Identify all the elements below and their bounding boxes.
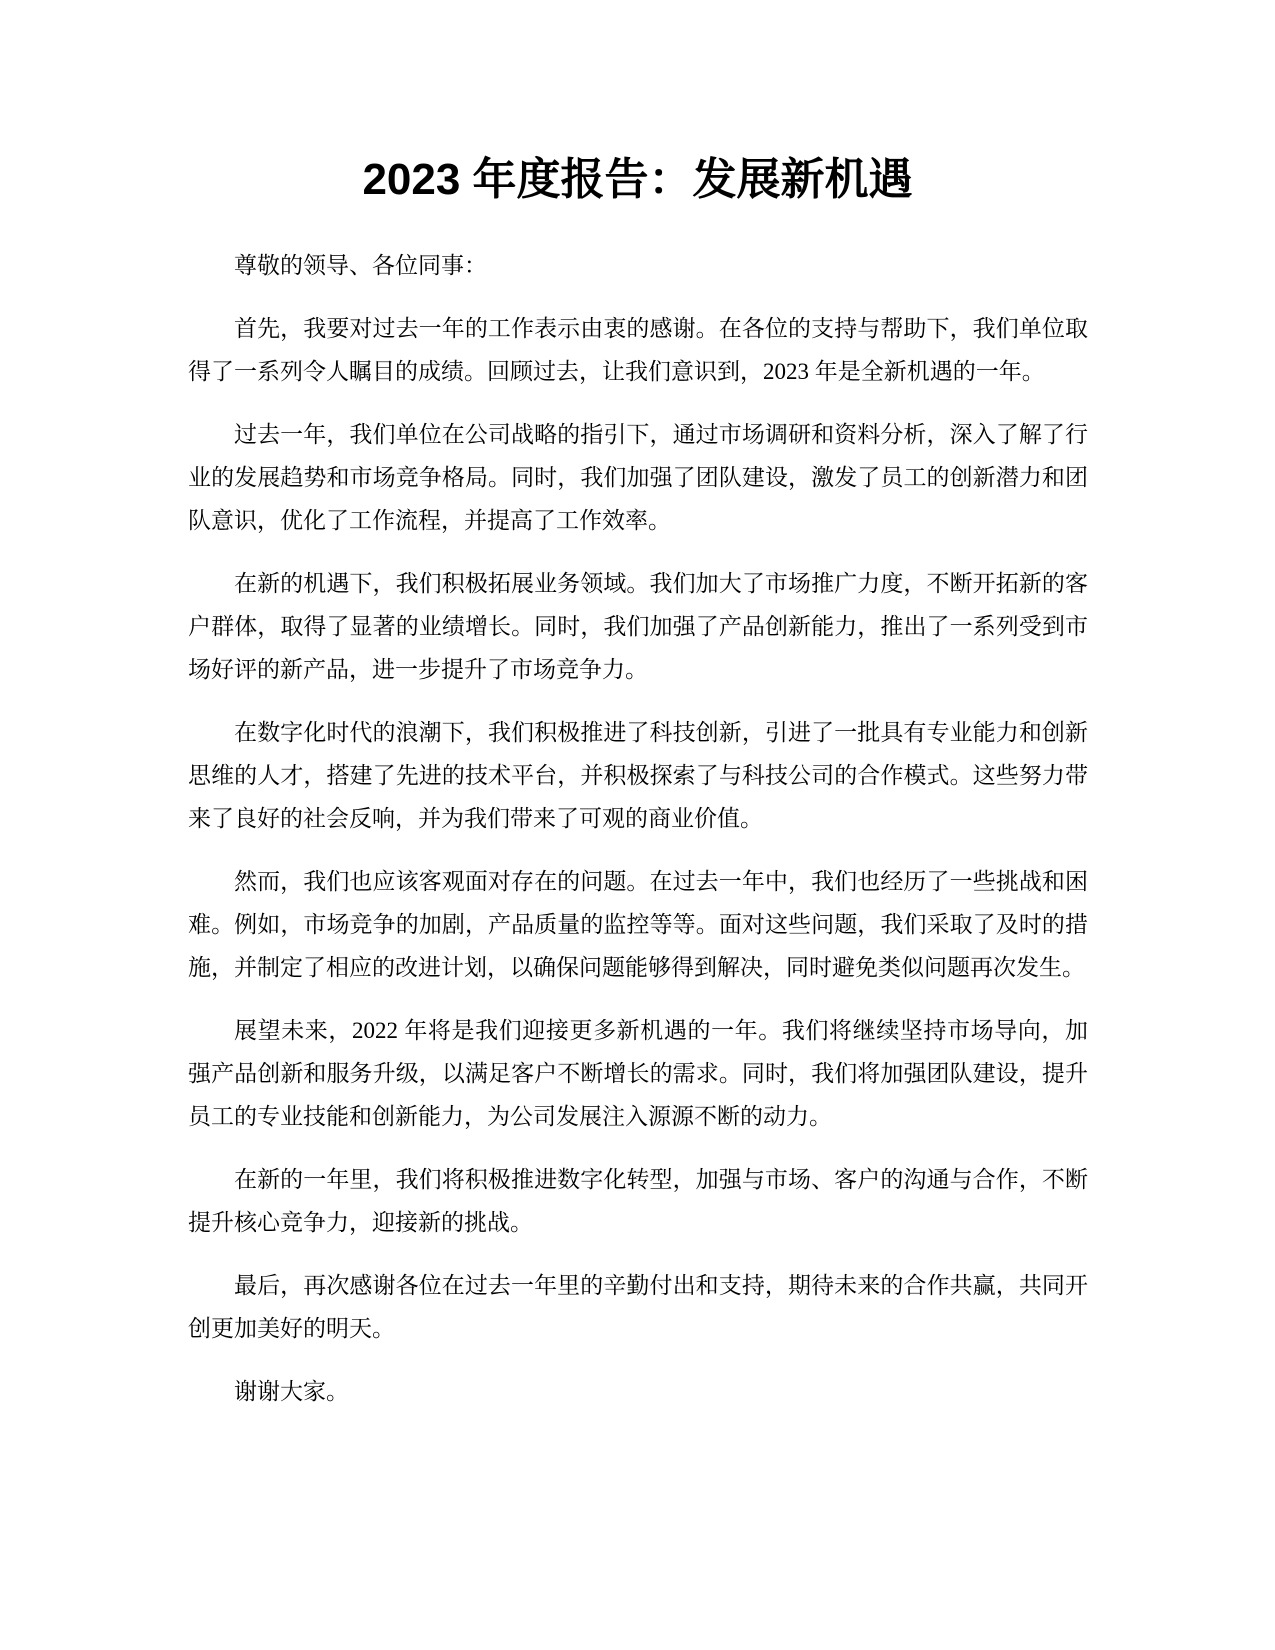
body-paragraph: 在新的一年里，我们将积极推进数字化转型，加强与市场、客户的沟通与合作，不断提升核心竞争力，迎接新的挑战。: [188, 1167, 1088, 1235]
body-paragraph: 在新的机遇下，我们积极拓展业务领域。我们加大了市场推广力度，不断开拓新的客户群体，取得了显著的业绩增长。同时，我们加强了产品创新能力，推出了一系列受到市场好评的新产品，进一步提升了市场竞争力。: [188, 571, 1088, 682]
body-paragraph: 展望未来，2022 年将是我们迎接更多新机遇的一年。我们将继续坚持市场导向，加强产品创新和服务升级，以满足客户不断增长的需求。同时，我们将加强团队建设，提升员工的专业技能和创新能力，为公司发展注入源源不断的动力。: [188, 1018, 1088, 1129]
body-paragraph: 首先，我要对过去一年的工作表示由衷的感谢。在各位的支持与帮助下，我们单位取得了一系列令人瞩目的成绩。回顾过去，让我们意识到，2023 年是全新机遇的一年。: [188, 316, 1088, 384]
document-title: 2023 年度报告：发展新机遇: [362, 155, 913, 204]
body-paragraph: 过去一年，我们单位在公司战略的指引下，通过市场调研和资料分析，深入了解了行业的发展趋势和市场竞争格局。同时，我们加强了团队建设，激发了员工的创新潜力和团队意识，优化了工作流程，并提高了工作效率。: [188, 422, 1088, 533]
body-paragraph: 然而，我们也应该客观面对存在的问题。在过去一年中，我们也经历了一些挑战和困难。例如，市场竞争的加剧，产品质量的监控等等。面对这些问题，我们采取了及时的措施，并制定了相应的改进计划，以确保问题能够得到解决，同时避免类似问题再次发生。: [188, 869, 1088, 980]
closing-paragraph: 谢谢大家。: [234, 1379, 349, 1404]
body-paragraph: 在数字化时代的浪潮下，我们积极推进了科技创新，引进了一批具有专业能力和创新思维的人才，搭建了先进的技术平台，并积极探索了与科技公司的合作模式。这些努力带来了良好的社会反响，并为我们带来了可观的商业价值。: [188, 720, 1088, 831]
document-body: [188, 244, 1088, 1433]
greeting-paragraph: 尊敬的领导、各位同事：: [234, 253, 487, 278]
body-paragraph: 最后，再次感谢各位在过去一年里的辛勤付出和支持，期待未来的合作共赢，共同开创更加美好的明天。: [188, 1273, 1088, 1341]
